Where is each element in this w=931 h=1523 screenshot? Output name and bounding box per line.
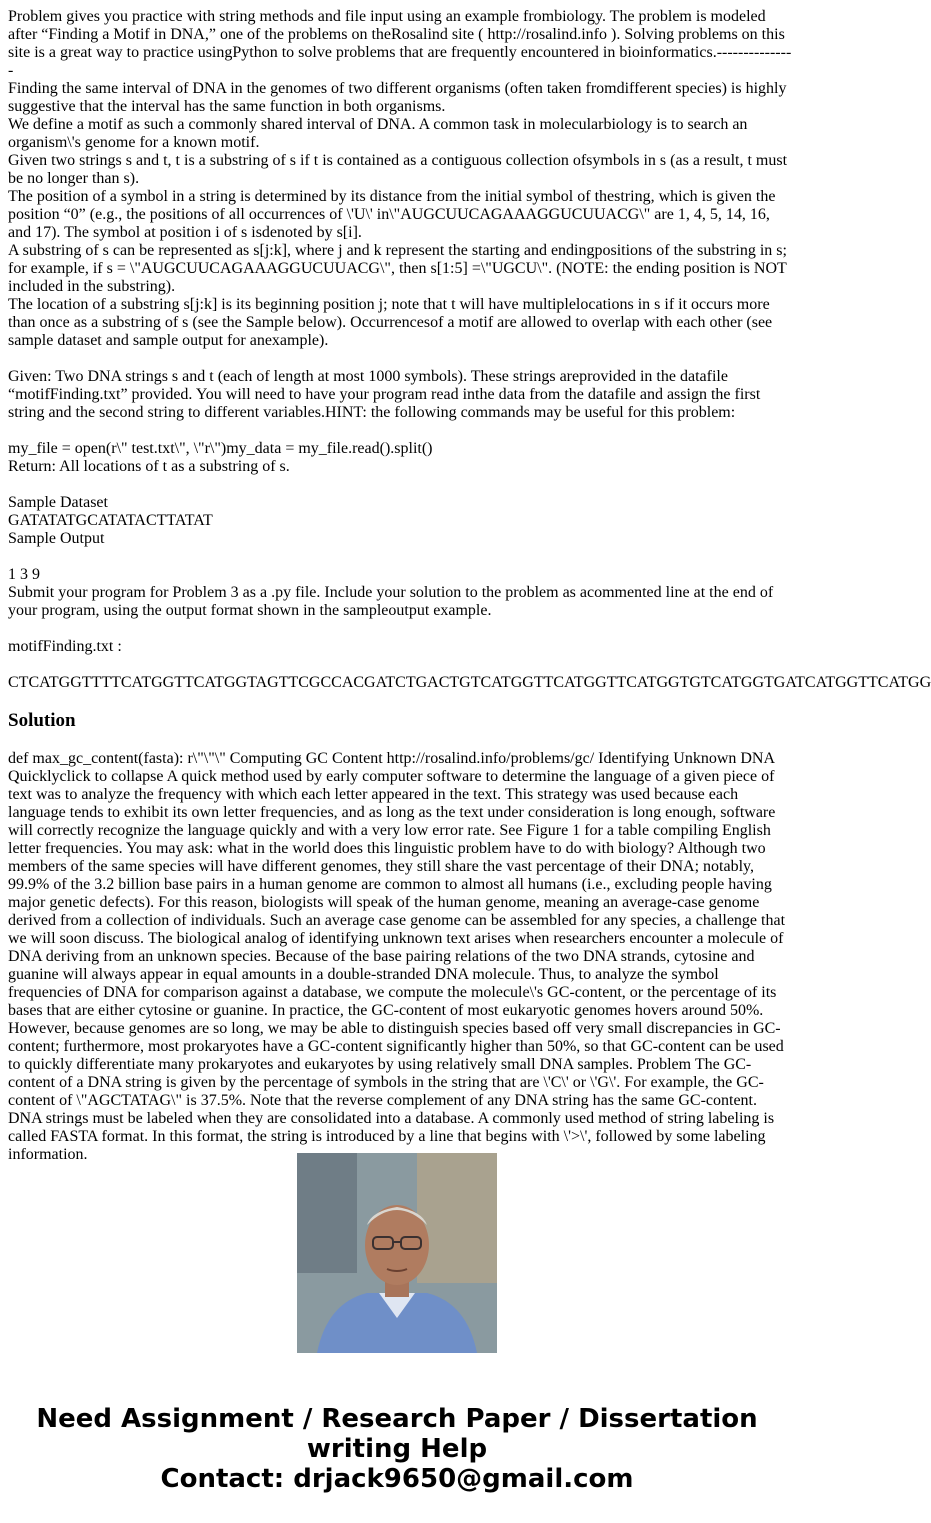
banner-line-1: Need Assignment / Research Paper / Dissertation <box>36 1404 758 1434</box>
solution-text: def max_gc_content(fasta): r\"\"\" Computing GC Content http://rosalind.info/problems/gc/ Identifying Unknown DNA Quicklyclick to collapse A quick method used by early computer software to determine the language of a given piece of text was to analyze the frequency with which each letter appeared in the text. This strategy was used because each language tends to exhibit its own letter frequencies, and as long as the text under consideration is long enough, software will correctly recognize the language quickly and with a very low error rate. See Figure 1 for a table compiling English letter frequencies. You may ask: what in the world does this linguistic problem have to do with biology? Although two members of the same species will have different genomes, they still share the vast percentage of their DNA; notably, 99.9% of the 3.2 billion base pairs in a human genome are common to almost all humans (i.e., excluding people having major genetic defects). For this reason, biologists will speak of the human genome, meaning an average-case genome derived from a collection of individuals. Such an average case genome can be assembled for any species, a challenge that we will soon discuss. The biological analog of identifying unknown text arises when researchers encounter a molecule of DNA deriving from an unknown species. Because of the base pairing relations of the two DNA strands, cytosine and guanine will always appear in equal amounts in a double-stranded DNA molecule. Thus, to analyze the symbol frequencies of DNA for comparison against a database, we compute the molecule\'s GC-content, or the percentage of its bases that are either cytosine or guanine. In practice, the GC-content of most eukaryotic genomes hovers around 50%. However, because genomes are so long, we may be able to distinguish species based off very small discrepancies in GC-content; furthermore, most prokaryotes have a GC-content significantly higher than 50%, so that GC-content can be used to quickly differentiate many prokaryotes and eukaryotes by using relatively small DNA samples. Problem The GC-content of a DNA string is given by the percentage of symbols in the string that are \'C\' or \'G\'. For example, the GC-content of \"AGCTATAG\" is 37.5%. Note that the reverse complement of any DNA string has the same GC-content. DNA strings must be labeled when they are consolidated into a database. A commonly used method of string labeling is called FASTA format. In this format, the string is introduced by a line that begins with \'>\', followed by some labeling information. <box>8 750 786 1163</box>
code-snippet: my_file = open(r\" test.txt\", \"r\")my_data = my_file.read().split() <box>8 440 433 457</box>
sample-output-label: Sample Output <box>8 530 105 547</box>
contact-banner <box>0 1404 794 1494</box>
intro-paragraph: Problem gives you practice with string methods and file input using an example frombiology. The problem is modeled after “Finding a Motif in DNA,” one of the problems on theRosalind site ( http://rosalind.info ). Solving problems on this site is a great way to practice usingPython to solve problems that are frequently encountered in bioinformatics.--------------- <box>8 8 792 79</box>
paragraph-location: The location of a substring s[j:k] is its beginning position j; note that t will have multiplelocations in s if it occurs more than once as a substring of s (see the Sample below). Occurrencesof a motif are allowed to overlap with each other (see sample dataset and sample output for anexample). <box>8 296 773 349</box>
paragraph-given: Given: Two DNA strings s and t (each of length at most 1000 symbols). These strings areprovided in the datafile “motifFinding.txt” provided. You will need to have your program read inthe data from the datafile and assign the first string and the second string to different variables.HINT: the following commands may be useful for this problem: <box>8 368 761 421</box>
file-content: CTCATGGTTTTCATGGTTCATGGTAGTTCGCCACGATCTGACTGTCATGGTTCATGGTTCATGGTGTCATGGTGATCATGGTTCATGG <box>8 674 931 691</box>
sample-output: 1 3 9 <box>8 566 40 583</box>
paragraph-interval: Finding the same interval of DNA in the genomes of two different organisms (often taken fromdifferent species) is highly suggestive that the interval has the same function in both organisms. <box>8 80 787 115</box>
banner-contact: Contact: drjack9650@gmail.com <box>160 1464 634 1494</box>
paragraph-return: Return: All locations of t as a substring of s. <box>8 458 290 475</box>
paragraph-substring: Given two strings s and t, t is a substring of s if t is contained as a contiguous collection ofsymbols in s (as a result, t must be no longer than s). <box>8 152 788 187</box>
sample-dataset-label: Sample Dataset <box>8 494 108 511</box>
sample-dataset: GATATATGCATATACTTATAT <box>8 512 213 529</box>
author-photo <box>297 1153 497 1353</box>
file-label: motifFinding.txt : <box>8 638 122 655</box>
solution-heading: Solution <box>8 710 76 731</box>
paragraph-motif: We define a motif as such a commonly shared interval of DNA. A common task in molecularbiology is to search an organism\'s genome for a known motif. <box>8 116 748 151</box>
paragraph-submit: Submit your program for Problem 3 as a .py file. Include your solution to the problem as acommented line at the end of your program, using the output format shown in the sampleoutput example. <box>8 584 774 619</box>
banner-line-2: writing Help <box>306 1434 488 1464</box>
person-portrait-icon <box>297 1153 497 1353</box>
paragraph-slice: A substring of s can be represented as s[j:k], where j and k represent the starting and endingpositions of the substring in s; for example, if s = \"AUGCUUCAGAAAGGUCUUACG\", then s[1:5] =\"UGCU\". (NOTE: the ending position is NOT included in the substring). <box>8 242 787 295</box>
paragraph-position: The position of a symbol in a string is determined by its distance from the initial symbol of thestring, which is given the position “0” (e.g., the positions of all occurrences of \'U\' in\"AUGCUUCAGAAAGGUCUUACG\" are 1, 4, 5, 14, 16, and 17). The symbol at position i of s isdenoted by s[i]. <box>8 188 776 241</box>
document-body <box>8 8 931 1163</box>
